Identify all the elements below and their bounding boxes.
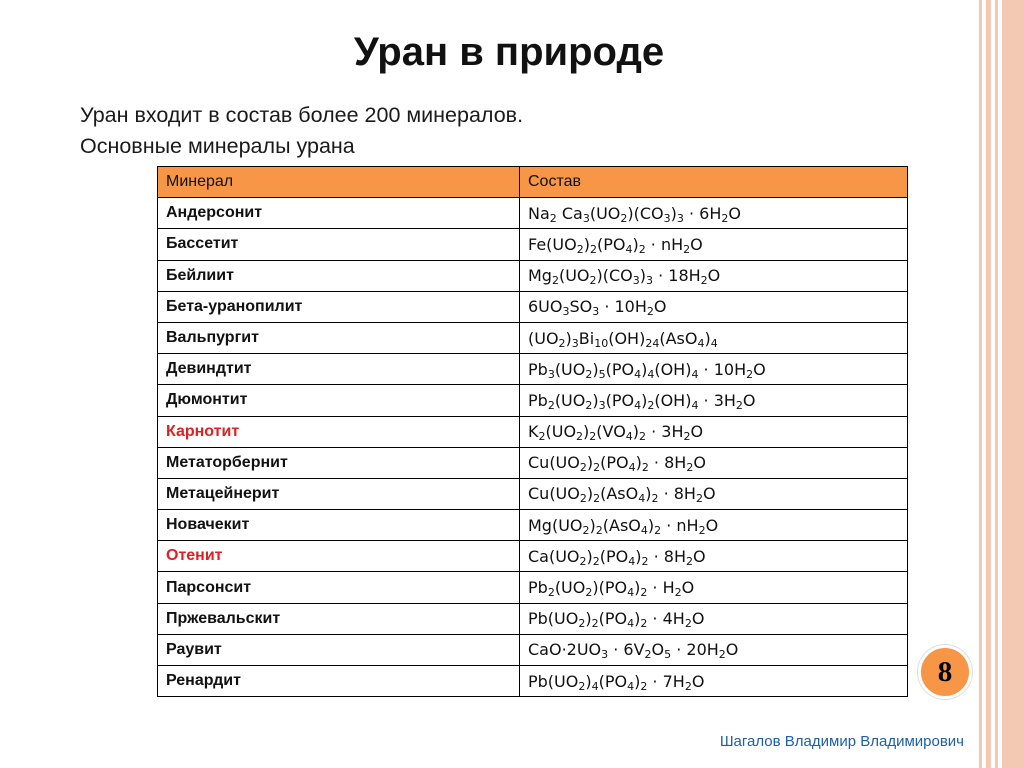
table-row <box>158 541 908 572</box>
intro-line-2: Основные минералы урана <box>80 134 355 158</box>
author-name: Шагалов Владимир Владимирович <box>719 733 964 750</box>
table-row <box>158 229 908 260</box>
table-row <box>158 603 908 634</box>
mineral-formula: $Pb_2(UO_2)(PO_4)_2 \cdot H_2O$ <box>520 572 908 603</box>
mineral-formula: $Pb(UO_2)_2(PO_4)_2 \cdot 4H_2O$ <box>520 603 908 634</box>
mineral-formula: $Ca(UO_2)_2(PO_4)_2 \cdot 8H_2O$ <box>520 541 908 572</box>
mineral-formula: $CaO\cdot 2UO_3 \cdot 6V_2O_5 \cdot 20H_2O$ <box>520 634 908 665</box>
mineral-formula: $Fe(UO_2)_2(PO_4)_2 \cdot nH_2O$ <box>520 229 908 260</box>
table-row <box>158 198 908 229</box>
mineral-formula: $Pb(UO_2)_4(PO_4)_2 \cdot 7H_2O$ <box>520 666 908 697</box>
minerals-table <box>157 166 908 697</box>
mineral-name: Метацейнерит <box>158 478 520 509</box>
page-number-badge: 8 <box>918 645 972 699</box>
slide-title: Уран в природе <box>353 30 665 74</box>
mineral-name: Карнотит <box>158 416 520 447</box>
mineral-formula: $Cu(UO_2)_2(AsO_4)_2 \cdot 8H_2O$ <box>520 478 908 509</box>
table-row <box>158 447 908 478</box>
mineral-name: Андерсонит <box>158 198 520 229</box>
table-row <box>158 260 908 291</box>
header-mineral: Минерал <box>158 167 520 198</box>
table-row <box>158 634 908 665</box>
mineral-formula: $Mg_2(UO_2)(CO_3)_3 \cdot 18H_2O$ <box>520 260 908 291</box>
mineral-formula: $6UO_3SO_3 \cdot 10H_2O$ <box>520 291 908 322</box>
mineral-formula: $Na_2$ $Ca_3(UO_2)(CO_3)_3 \cdot 6H_2O$ <box>520 198 908 229</box>
mineral-name: Новачекит <box>158 510 520 541</box>
mineral-name: Бейлиит <box>158 260 520 291</box>
mineral-name: Девиндтит <box>158 354 520 385</box>
decorative-side-stripes <box>974 0 1024 768</box>
mineral-name: Отенит <box>158 541 520 572</box>
mineral-name: Раувит <box>158 634 520 665</box>
intro-line-1: Уран входит в состав более 200 минералов. <box>80 103 524 127</box>
table-row <box>158 385 908 416</box>
mineral-formula: $(UO_2)_3Bi_{10}(OH)_{24}(AsO_4)_4$ <box>520 322 908 353</box>
header-composition: Состав <box>520 167 908 198</box>
table-row <box>158 322 908 353</box>
table-row <box>158 478 908 509</box>
mineral-name: Парсонсит <box>158 572 520 603</box>
table-row <box>158 291 908 322</box>
mineral-name: Вальпургит <box>158 322 520 353</box>
mineral-name: Ренардит <box>158 666 520 697</box>
table-header-row <box>158 167 908 198</box>
mineral-formula: $Cu(UO_2)_2(PO_4)_2 \cdot 8H_2O$ <box>520 447 908 478</box>
table-row <box>158 666 908 697</box>
table-row <box>158 572 908 603</box>
table-row <box>158 510 908 541</box>
mineral-name: Метаторбернит <box>158 447 520 478</box>
mineral-name: Бета-уранопилит <box>158 291 520 322</box>
mineral-formula: $Mg(UO_2)_2(AsO_4)_2 \cdot nH_2O$ <box>520 510 908 541</box>
intro-text <box>80 100 523 162</box>
mineral-formula: $K_2(UO_2)_2(VO_4)_2 \cdot 3H_2O$ <box>520 416 908 447</box>
mineral-name: Бассетит <box>158 229 520 260</box>
mineral-name: Пржевальскит <box>158 603 520 634</box>
mineral-formula: $Pb_2(UO_2)_3(PO_4)_2(OH)_4 \cdot 3H_2O$ <box>520 385 908 416</box>
table-row <box>158 354 908 385</box>
mineral-formula: $Pb_3(UO_2)_5(PO_4)_4(OH)_4 \cdot 10H_2O$ <box>520 354 908 385</box>
table-row <box>158 416 908 447</box>
mineral-name: Дюмонтит <box>158 385 520 416</box>
